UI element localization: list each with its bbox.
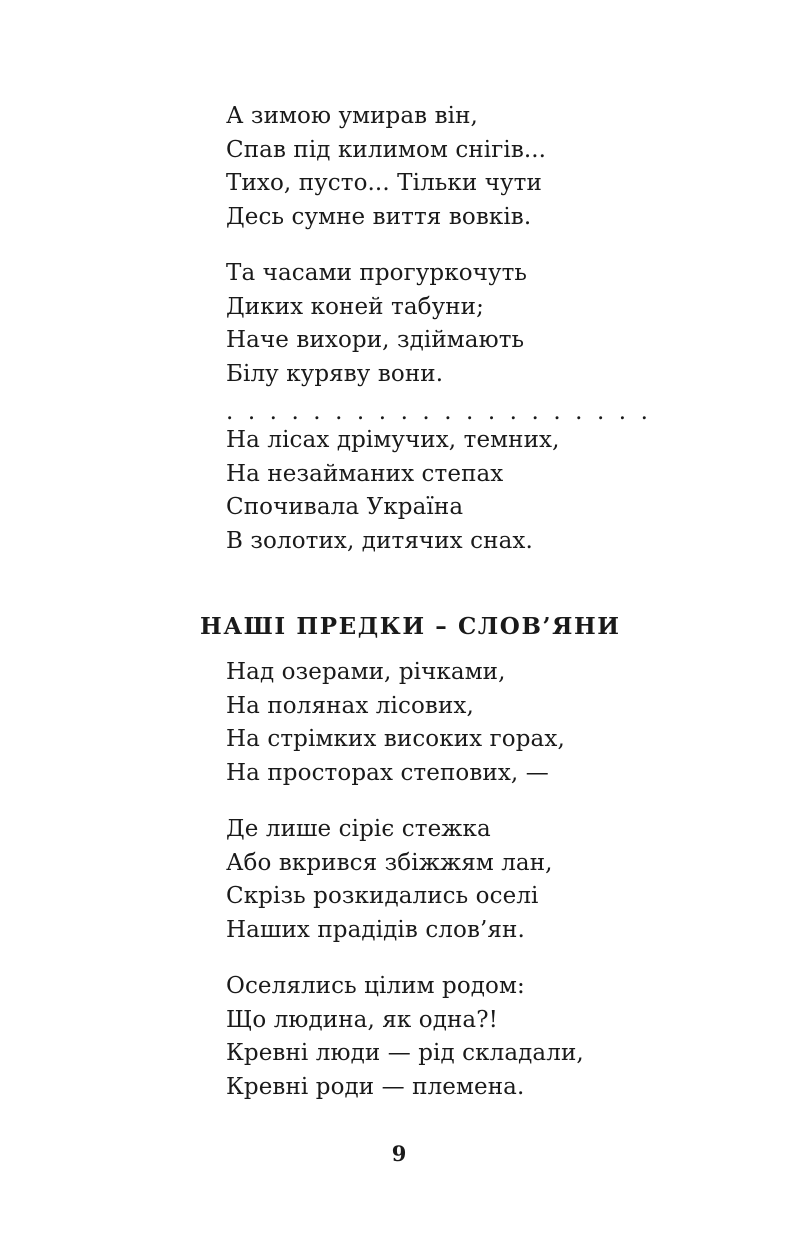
poem-line: Над озерами, річками, [226,659,506,685]
poem-line: На незайманих степах [226,460,504,487]
poem-line: Наших прадідів слов’ян. [226,916,525,943]
poem-line: Та часами прогуркочуть [226,260,528,286]
poem-line: На полянах лісових, [226,692,474,719]
poem-line: Або вкрився збіжжям лан, [226,849,553,876]
poem-line: Спав під килимом снігів... [226,136,547,163]
poem-title: НАШІ ПРЕДКИ – СЛОВ’ЯНИ [200,613,621,640]
dotted-separator: . . . . . . . . . . . . . . . . . . . . [226,399,652,425]
poem-line: В золотих, дитячих снах. [226,527,533,554]
poem-line: Диких коней табуни; [226,293,484,320]
poem-line: На просторах степових, — [226,759,549,786]
poem-line: Кревні роди — племена. [226,1073,525,1100]
poem-line: Білу куряву вони. [226,360,444,387]
poem2-stanza-3 [226,970,584,1104]
poem2-stanza-2 [226,813,553,947]
poem-line: Кревні люди — рід складали, [226,1040,584,1066]
poem-line: Оселялись цілим родом: [226,973,525,999]
poem-line: На лісах дрімучих, темних, [226,427,560,453]
poem-line: Десь сумне виття вовків. [226,203,532,230]
poem1-stanza-1 [226,100,546,234]
poem-line: Спочивала Україна [226,494,464,520]
poem-line: Наче вихори, здіймають [226,327,525,353]
poem-line: На стрімких високих горах, [226,726,565,752]
poem-line: Тихо, пусто... Тільки чути [226,170,542,196]
poem-line: А зимою умирав він, [226,103,478,129]
poem2-stanza-1 [226,656,565,790]
poem-line: Де лише сіріє стежка [226,816,491,842]
page-number: 9 [391,1141,407,1166]
poem1-stanza-2 [226,257,527,391]
poem-line: Що людина, як одна?! [226,1006,499,1033]
poem1-stanza-3 [226,424,559,558]
poem-line: Скрізь розкидались оселі [226,883,539,909]
